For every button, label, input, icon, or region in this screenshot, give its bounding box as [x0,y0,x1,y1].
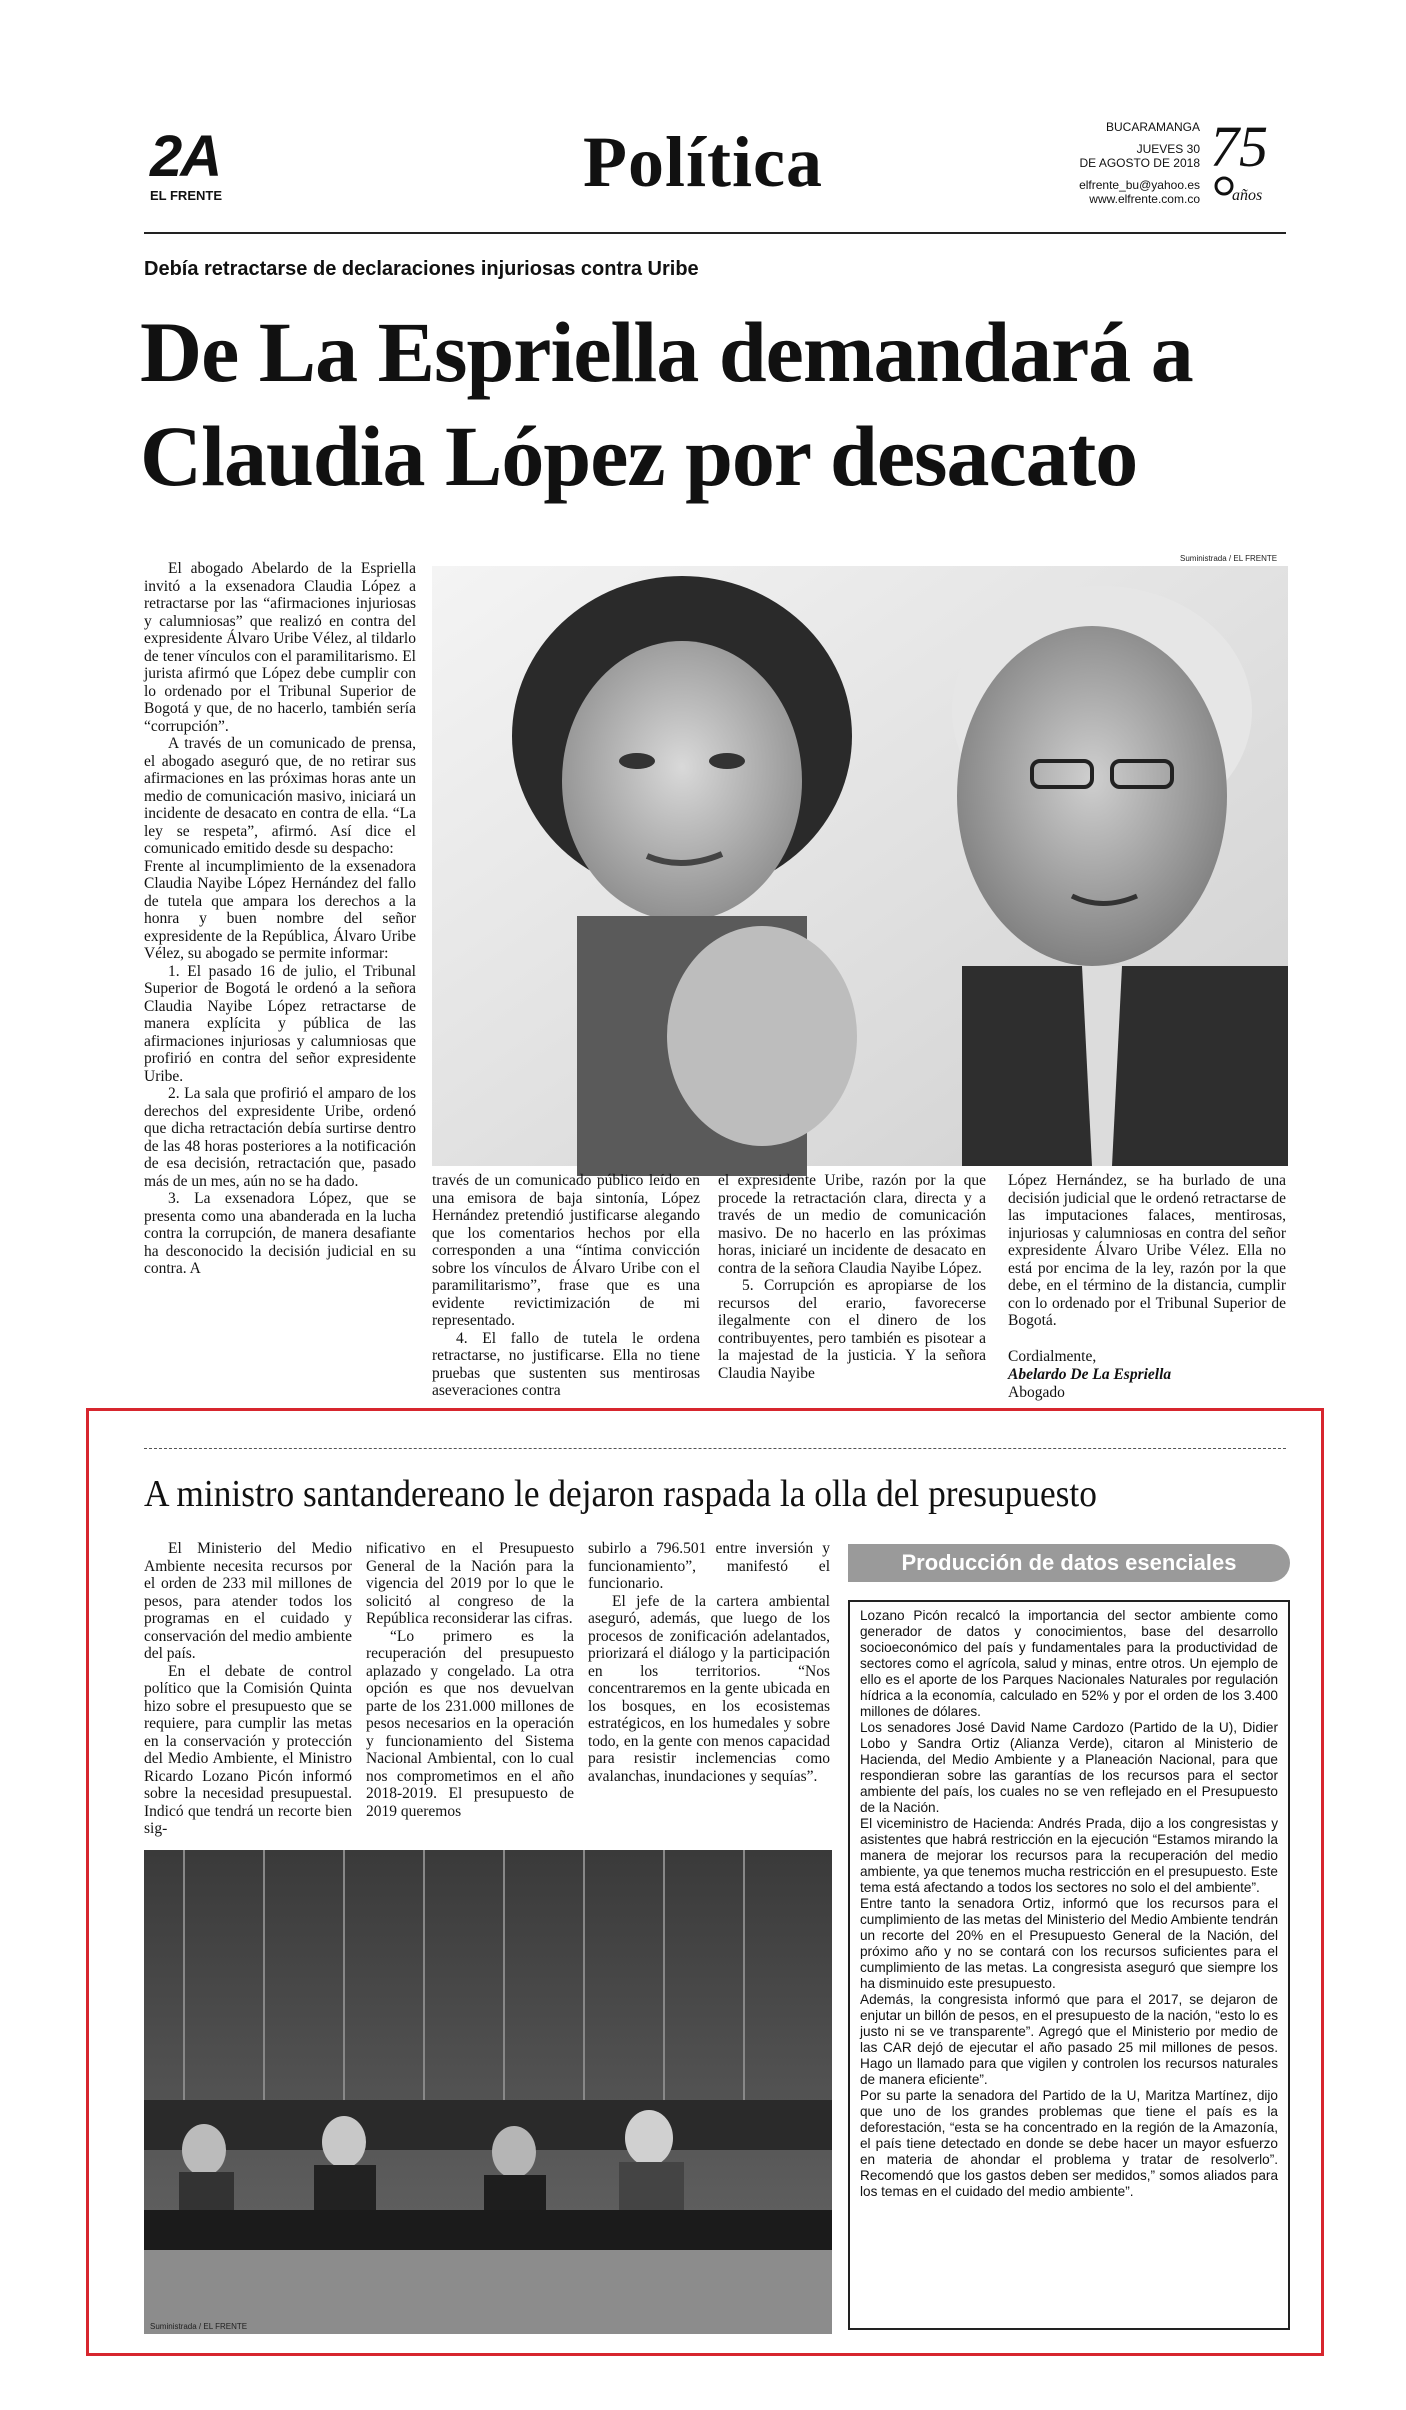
paragraph: “Lo primero es la recuperación del presupuesto aplazado y congelado. La otra opción es que nos devuelvan parte de los 231.000 millones de pesos necesarios en la operación y funcionamiento del Sistema Nacional Ambiental, con lo cual nos comprometimos en el año 2018-2019. El presupuesto de 2019 queremos [366,1627,574,1820]
paragraph: López Hernández, se ha burlado de una decisión judicial que le ordenó retractarse de las imputaciones falaces, mentirosas, injuriosas y calumniosas en contra del señor expresidente Álvaro Uribe Vélez. Ella no está por encima de la ley, razón por la que debe, en el término de la distancia, cumplir con lo ordenado por el Tribunal Superior de Bogotá. [1008,1172,1286,1329]
anniversary-logo [1208,112,1278,212]
paper-name-small: EL FRENTE [150,188,222,203]
sidebar-paragraph: Además, la congresista informó que para el 2017, se dejaron de enjutar un billón de pesos, en el presupuesto de la nación, “esto lo es justo ni se ve transparente”. Agregó que el Ministerio por medio de las CAR dejó de ejecutar el año pasado 25 mil millones de pesos. Hago un llamado para que vigilen y controlen los recursos naturales de manera eficiente”. [860,1992,1278,2087]
masthead-meta [1030,120,1200,206]
paragraph: El jefe de la cartera ambiental aseguró, además, que luego de los procesos de zonificación adelantados, priorizará el diálogo y la participación en los territorios. “Nos concentraremos en la gente ubicada en los bosques, en los ecosistemas estratégicos, en los humedales y sobre todo, en la gente con menos capacidad para resistir inclemencias como avalanchas, inundaciones y sequías”. [588,1592,830,1785]
lead-column-4 [1008,1172,1286,1401]
paragraph: 4. El fallo de tutela le ordena retractarse, no justificarse. Ella no tiene pruebas que sustenten sus mentirosas aseveraciones contra [432,1329,700,1399]
sidebar-paragraph: Los senadores José David Name Cardozo (Partido de la U), Didier Lobo y Sandra Ortiz (Alianza Verde), citaron al Ministerio de Hacienda, del Medio Ambiente y a Planeación Nacional, para que respondieran sobre las garantías de los recursos para el sector ambiente del país, los cuales no se ven reflejado en el Presupuesto de la Nación. [860,1720,1278,1815]
lead-column-3 [718,1172,986,1385]
paragraph: A través de un comunicado de prensa, el abogado aseguró que, de no retirar sus afirmaciones en las próximas horas ante un medio de comunicación masivo, iniciará un incidente de desacato en contra de ella. “La ley se respeta”, afirmó. Así dice el comunicado emitido desde su despacho: [144,735,416,857]
story-kicker: Debía retractarse de declaraciones injuriosas contra Uribe [144,258,699,280]
paragraph: Frente al incumplimiento de la exsenadora Claudia Nayibe López Hernández del fallo de tutela que ampara los derechos a la honra y buen nombre del señor expresidente de la República, Álvaro Uribe Vélez, su abogado se permite informar: [144,857,416,962]
paragraph: subirlo a 796.501 entre inversión y funcionamiento”, manifestó el funcionario. [588,1540,830,1592]
story2-column-1 [144,1540,352,1837]
city: BUCARAMANGA [1105,120,1200,134]
paragraph: 1. El pasado 16 de julio, el Tribunal Superior de Bogotá le ordenó a la señora Claudia Nayibe López retractarse de manera explícita y pública de las afirmaciones injuriosas y calumniosas que profirió en contra del señor expresidente Uribe. [144,962,416,1085]
page-number: 2A [150,124,221,189]
headline-line: Claudia López por desacato [140,408,1138,504]
lead-photo [432,566,1288,1166]
sidebar-paragraph: El viceministro de Hacienda: Andrés Prada, dijo a los congresistas y asistentes que habrá restricción en la ejecución “Estamos mirando la manera de mejorar los recursos para la recuperación del medio ambiente, ya que tenemos mucha restricción en el presupuesto. Este tema está afectando a todos los sectores no solo el del ambiente”. [860,1816,1278,1895]
paragraph: El Ministerio del Medio Ambiente necesita recursos por el orden de 233 mil millones de pesos, para atender todos los programas en el cuidado y conservación del medio ambiente del país. [144,1540,352,1662]
sidebar-paragraph: Entre tanto la senadora Ortiz, informó que los recursos para el cumplimiento de las metas del Ministerio del Medio Ambiente tendrán un recorte del 20% en el Presupuesto General de la Nación, del próximo año y no se contará con los recursos suficientes para el cumplimiento de las metas. La congresista aseguró que siempre los ha disminuido este presupuesto. [860,1896,1278,1991]
story2-column-2 [366,1540,574,1828]
sidebar-title: Producción de datos esenciales [848,1544,1290,1582]
paragraph: El abogado Abelardo de la Espriella invitó a la exsenadora Claudia López a retractarse por las “afirmaciones injuriosas y calumniosas” que realizó en contra del expresidente Álvaro Uribe Vélez, al tildarlo de tener vínculos con el paramilitarismo. El jurista afirmó que López debe cumplir con lo ordenado por el Tribunal Superior de Bogotá y que, de no hacerlo, también sería “corrupción”. [144,560,416,735]
story2-column-3 [588,1540,830,1828]
sidebar-paragraph: Por su parte la senadora del Partido de la U, Maritza Martínez, dijo que uno de los grandes problemas que tiene el país es la deforestación, “esta se ha concentrado en la región de la Amazonía, el país tiene detectado en donde se debe hacer un mayor esfuerzo en materia de ahondar el problema y tratar de resolverlo”. Recomendó que los gastos deben ser medidos,” somos aliados para los temas en el cuidado del medio ambiente”. [860,2088,1278,2199]
paragraph: el expresidente Uribe, razón por la que procede la retractación clara, directa y a través de un medio de comunicación masivo. De no hacerlo en las próximas horas, iniciaré un incidente de desacato en contra de la señora Claudia Nayibe López. [718,1172,986,1277]
second-headline: A ministro santandereano le dejaron raspada la olla del presupuesto [144,1473,1097,1515]
paragraph: En el debate de control político que la Comisión Quinta hizo sobre el presupuesto que se requiere, para cumplir las metas en la conservación y protección del Medio Ambiente, el Ministro Ricardo Lozano Picón informó sobre la necesidad presupuestal. Indicó que tendrá un recorte bien sig- [144,1662,352,1837]
sidebar-paragraph: Lozano Picón recalcó la importancia del sector ambiente como generador de datos y conocimientos, base del desarrollo socioeconómico del país y fundamentales para la productividad de sectores como el agrícola, salud y minas, entre otros. Un ejemplo de ello es el aporte de los Parques Nacionales Naturales por regulación hídrica a la economía, calculado en 52% y por el orden de los 3.400 millones de dólares. [860,1608,1278,1719]
date-line: DE AGOSTO DE 2018 [1079,156,1200,170]
signature: Abelardo De La Espriella [1008,1365,1172,1383]
headline-line: De La Espriella demandará a [140,304,1193,400]
email: elfrente_bu@yahoo.es [1079,178,1200,192]
masthead-rule [144,232,1286,234]
paragraph: través de un comunicado público leído en una emisora de baja sintonía, López Hernández pretendió justificarse alegando que los comentarios hechos por ella corresponden a una “íntima convicción sobre los vínculos de Álvaro Uribe con el paramilitarismo”, frase que es una evidente revictimización de mi representado. [432,1172,700,1329]
congress-photo [144,1850,832,2334]
story-divider [144,1448,1286,1449]
paragraph: 5. Corrupción es apropiarse de los recursos del erario, favorecerse ilegalmente con el dinero de los contribuyentes, pero también es pisotear a la majestad de la justicia. Y la señora Claudia Nayibe [718,1277,986,1382]
photo-credit: Suministrada / EL FRENTE [150,2322,248,2331]
anniversary-number: 75 [1210,114,1268,179]
sidebar-box [848,1600,1290,2330]
paragraph: 2. La sala que profirió el amparo de los derechos del expresidente Uribe, ordenó que dicha retractación debía surtirse dentro de las 48 horas posteriores a la notificación de esa decisión, retractación que, pasado más de un mes, aún no se ha dado. [144,1085,416,1190]
lead-column-2 [432,1172,700,1399]
photo-credit: Suministrada / EL FRENTE [1180,554,1278,563]
signature-title: Abogado [1008,1383,1065,1401]
anniversary-word: años [1232,187,1263,204]
date-line: JUEVES 30 [1136,142,1200,156]
lead-headline [140,300,1300,508]
paragraph: nificativo en el Presupuesto General de la Nación para la vigencia del 2019 por lo que le solicitó al congreso de la República reconsiderar las cifras. [366,1540,574,1627]
section-title: Política [583,122,823,202]
paragraph: 3. La exsenadora López, que se presenta como una abanderada en la lucha contra la corrupción, de manera desafiante ha desconocido la decisión judicial en su contra. A [144,1190,416,1277]
website: www.elfrente.com.co [1089,192,1200,206]
closing: Cordialmente, [1008,1347,1097,1365]
lead-column-1 [144,560,416,1385]
